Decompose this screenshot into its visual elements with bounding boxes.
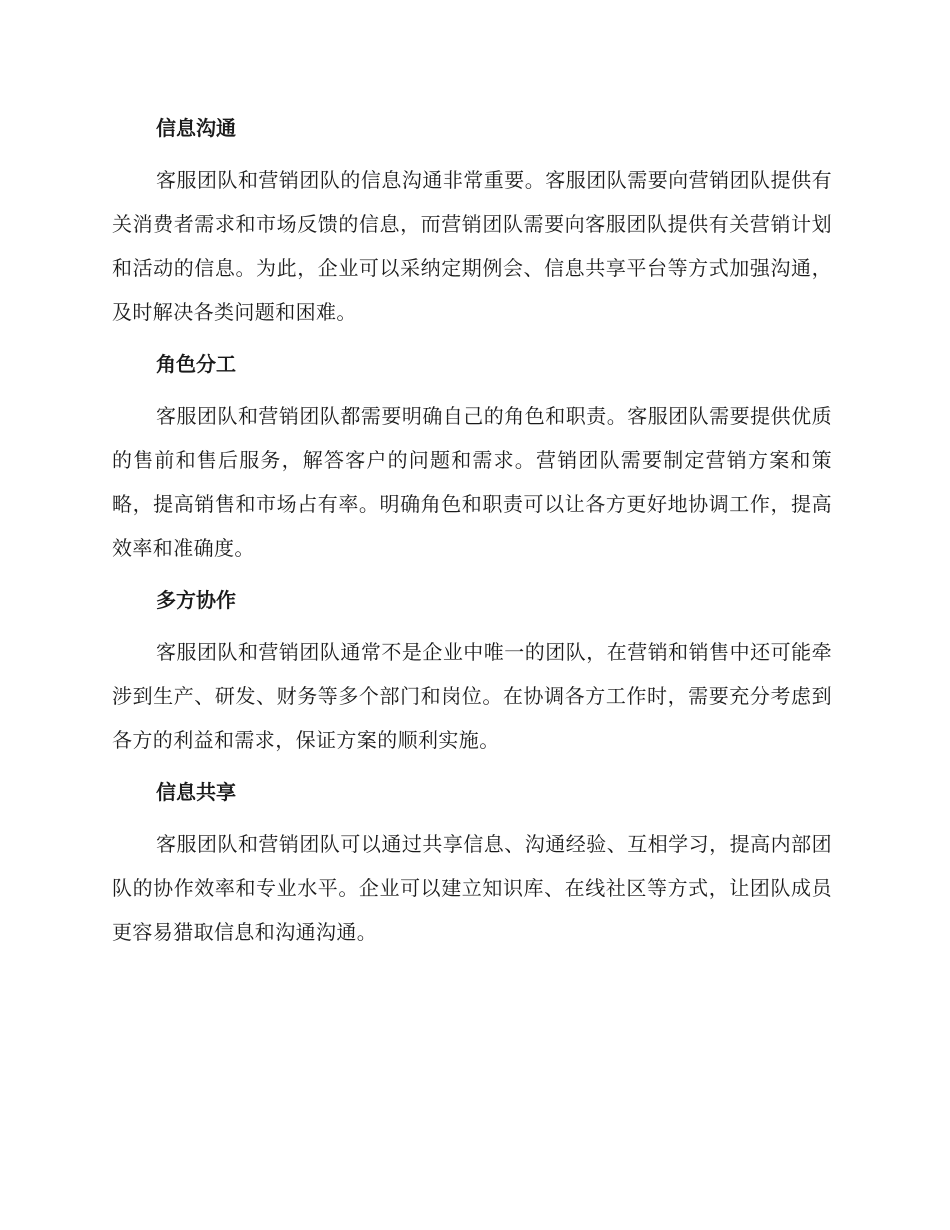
document-page xyxy=(112,108,832,964)
section-information-sharing xyxy=(112,772,832,954)
section-paragraph: 客服团队和营销团队的信息沟通非常重要。客服团队需要向营销团队提供有关消费者需求和市场反馈的信息，而营销团队需要向客服团队提供有关营销计划和活动的信息。为此，企业可以采纳定期例会、信息共享平台等方式加强沟通，及时解决各类问题和困难。 xyxy=(112,168,832,324)
section-heading: 信息共享 xyxy=(156,780,236,804)
section-information-communication xyxy=(112,108,832,334)
section-multi-party-collaboration xyxy=(112,580,832,762)
section-role-division xyxy=(112,344,832,570)
section-paragraph: 客服团队和营销团队可以通过共享信息、沟通经验、互相学习，提高内部团队的协作效率和专业水平。企业可以建立知识库、在线社区等方式，让团队成员更容易猎取信息和沟通沟通。 xyxy=(112,832,832,944)
section-paragraph: 客服团队和营销团队都需要明确自己的角色和职责。客服团队需要提供优质的售前和售后服务，解答客户的问题和需求。营销团队需要制定营销方案和策略，提高销售和市场占有率。明确角色和职责可以让各方更好地协调工作，提高效率和准确度。 xyxy=(112,404,832,560)
section-heading: 信息沟通 xyxy=(156,116,236,140)
section-heading: 多方协作 xyxy=(156,588,236,612)
section-heading: 角色分工 xyxy=(156,352,236,376)
section-paragraph: 客服团队和营销团队通常不是企业中唯一的团队，在营销和销售中还可能牵涉到生产、研发、财务等多个部门和岗位。在协调各方工作时，需要充分考虑到各方的利益和需求，保证方案的顺利实施。 xyxy=(112,640,832,752)
